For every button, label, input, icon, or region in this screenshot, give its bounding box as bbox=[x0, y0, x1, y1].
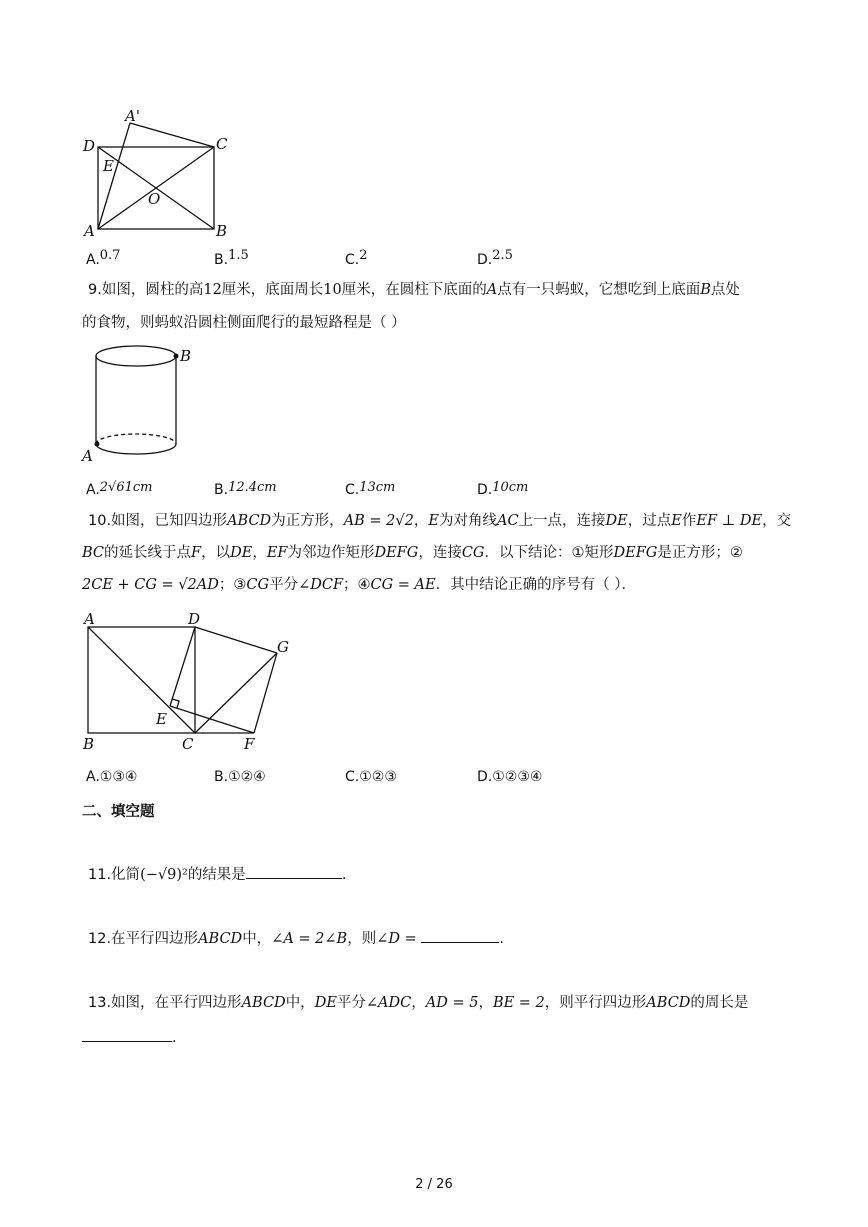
q8-option-d[interactable]: D.2.5 bbox=[477, 248, 513, 268]
label-d: D bbox=[83, 137, 96, 155]
q9-line2: 的食物，则蚂蚁沿圆柱侧面爬行的最短路程是（ ） bbox=[82, 315, 406, 331]
q9-option-a[interactable]: A.2√61cm bbox=[86, 480, 153, 498]
label-g: G bbox=[277, 638, 289, 656]
q13-line2: . bbox=[82, 1027, 177, 1048]
q12-answer-blank[interactable] bbox=[421, 928, 499, 943]
label-c: C bbox=[216, 135, 228, 153]
q10-line3: 2CE + CG = √2AD；③CG平分∠DCF；④CG = AE．其中结论正确的序号有（ ）． bbox=[82, 577, 636, 593]
q11: 11.化简(−√9)²的结果是 . bbox=[88, 864, 346, 885]
q12: 12.在平行四边形ABCD中，∠A = 2∠B，则∠D = . bbox=[88, 928, 504, 949]
label-b: B bbox=[216, 222, 228, 240]
label-a-prime: A' bbox=[125, 107, 140, 125]
label-e: E bbox=[103, 157, 114, 175]
q9-option-d[interactable]: D.10cm bbox=[477, 480, 529, 498]
section-fill-in-heading: 二、填空题 bbox=[82, 804, 155, 820]
q8-option-a[interactable]: A.0.7 bbox=[86, 248, 121, 268]
label-d: D bbox=[188, 610, 201, 628]
q9-line1: 9.如图，圆柱的高12厘米，底面周长10厘米，在圆柱下底面的A点有一只蚂蚁，它想吃到上底面B点处 bbox=[88, 282, 740, 298]
page-number: 2 / 26 bbox=[415, 1177, 453, 1192]
figure-q8-rectangle bbox=[80, 100, 240, 245]
label-e: E bbox=[156, 710, 167, 728]
label-a: A bbox=[82, 447, 93, 465]
label-o: O bbox=[148, 190, 161, 208]
label-a: A bbox=[84, 610, 95, 628]
label-a: A bbox=[84, 222, 95, 240]
q11-answer-blank[interactable] bbox=[246, 864, 342, 879]
q9-option-b[interactable]: B.12.4cm bbox=[214, 480, 277, 498]
q13-answer-blank[interactable] bbox=[82, 1027, 172, 1042]
label-c: C bbox=[182, 735, 194, 753]
q13-line1: 13.如图，在平行四边形ABCD中，DE平分∠ADC，AD = 5，BE = 2，则平行四边形ABCD的周长是 bbox=[88, 995, 749, 1011]
label-b: B bbox=[180, 347, 192, 365]
figure-q9-cylinder bbox=[78, 340, 208, 468]
q8-option-b[interactable]: B.1.5 bbox=[214, 248, 249, 268]
q10-option-c[interactable]: C.①②③ bbox=[345, 769, 397, 785]
q9-option-c[interactable]: C.13cm bbox=[345, 480, 396, 498]
q8-option-c[interactable]: C.2 bbox=[345, 248, 368, 268]
label-b: B bbox=[83, 735, 95, 753]
q10-line2: BC的延长线于点F，以DE，EF为邻边作矩形DEFG，连接CG．以下结论：①矩形DEFG是正方形；② bbox=[82, 545, 743, 561]
q10-option-a[interactable]: A.①③④ bbox=[86, 769, 138, 785]
q10-line1: 10.如图，已知四边形ABCD为正方形，AB = 2√2，E为对角线AC上一点，连接DE，过点E作EF ⊥ DE，交 bbox=[88, 513, 792, 529]
q10-option-b[interactable]: B.①②④ bbox=[214, 769, 266, 785]
figure-q10-square bbox=[78, 607, 298, 755]
q10-option-d[interactable]: D.①②③④ bbox=[477, 769, 543, 785]
label-f: F bbox=[244, 735, 255, 753]
